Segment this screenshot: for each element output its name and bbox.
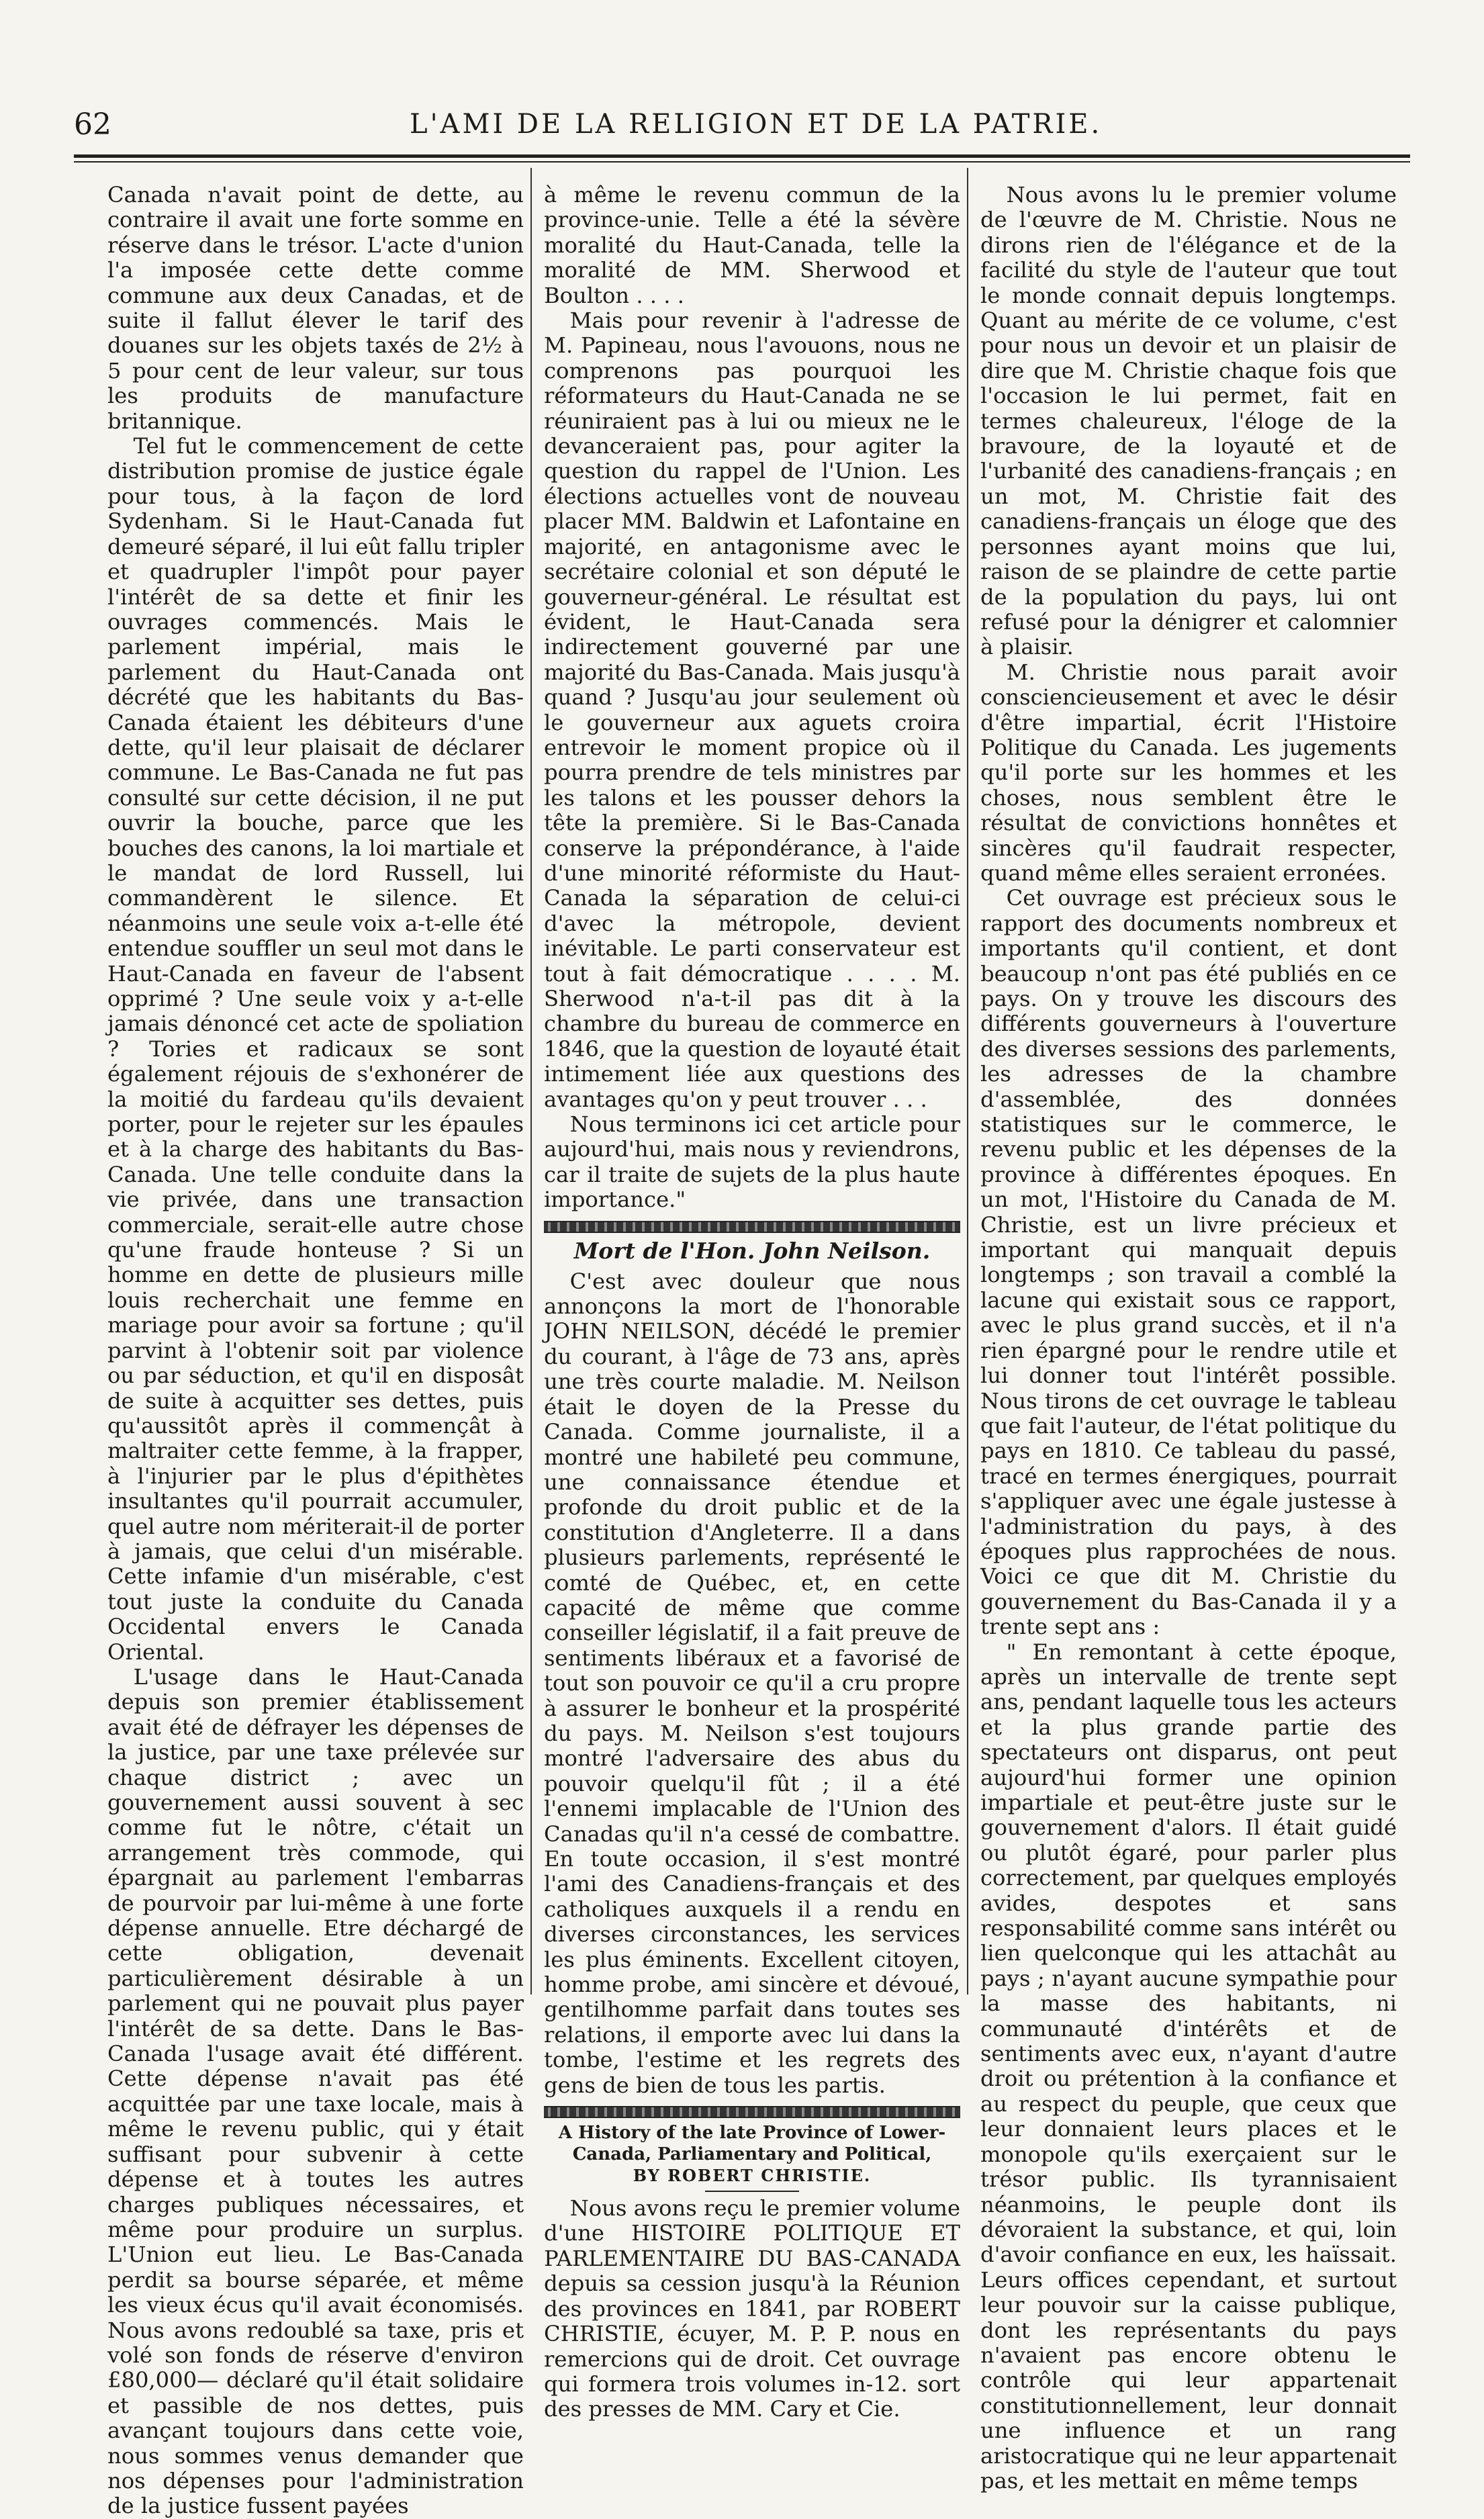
column-2 xyxy=(544,182,960,2422)
book-author: BY ROBERT CHRISTIE. xyxy=(633,2166,872,2186)
page-header xyxy=(74,107,1410,148)
column-3 xyxy=(980,182,1397,2493)
column-divider xyxy=(967,168,968,1995)
ornamental-divider xyxy=(544,1221,960,1233)
paragraph: Nous avons lu le premier volume de l'œuvre de M. Christie. Nous ne dirons rien de l'élégance et de la facilité du style de l'auteur que tout le monde connait depuis longtemps. Quant au mérite de ce volume, c'est pour nous un devoir et un plaisir de dire que M. Christie chaque fois que l'occasion le lui permet, fait en termes chaleureux, l'éloge de la bravoure, de la loyauté et de l'urbanité des canadiens-français ; en un mot, M. Christie fait des canadiens-français un éloge que des personnes ayant moins que lui, raison de se plaindre de cette partie de la population du pays, lui ont refusé pour la dénigrer et calomnier à plaisir. xyxy=(980,182,1397,660)
paragraph: M. Christie nous parait avoir consciencieusement et avec le désir d'être impartial, écrit l'Histoire Politique du Canada. Les jugements qu'il porte sur les hommes et les choses, nous semblent être le résultat de convictions honnêtes et sincères qu'il faudrait respecter, quand même elles seraient erronées. xyxy=(980,659,1397,886)
paragraph: à même le revenu commun de la province-unie. Telle a été la sévère moralité du Haut-Canada, telle la moralité de MM. Sherwood et Boulton . . . . xyxy=(544,182,960,308)
book-review-heading: A History of the late Province of Lower-Canada, Parliamentary and Political, xyxy=(558,2123,946,2165)
paragraph: " En remontant à cette époque, après un intervalle de trente sept ans, pendant laquelle tous les acteurs et la plus grande partie des spectateurs ont disparus, ont peut aujourd'hui former une opinion impartiale et peut-être juste sur le gouvernement d'alors. Il était guidé ou plutôt égaré, pour parler plus correctement, par quelques employés avides, despotes et sans responsabilité comme sans intérêt ou lien quelconque qui les attachât au pays ; n'ayant aucune sympathie pour la masse des habitants, ni communauté d'intérêts et de sentiments avec eux, n'ayant d'autre droit ou prétention à la confiance et au respect du peuple, que ceux que leur donnaient leurs places et le monopole qu'ils exerçaient sur le trésor public. Ils tyrannisaient néanmoins, le peuple dont ils dévoraient la substance, et qui, loin d'avoir confiance en eux, les haïssait. Leurs offices cependant, et surtout leur pouvoir sur la caisse publique, dont les représentants du pays n'avaient pas encore obtenu le contrôle qui leur appartenait constitutionnellement, leur donnait une influence et un rang aristocratique qui ne leur appartenait pas, et les mettait en même temps xyxy=(980,1639,1397,2493)
page-number: 62 xyxy=(74,107,111,142)
paragraph: Canada n'avait point de dette, au contraire il avait une forte somme en réserve dans le trésor. L'acte d'union l'a imposée cette dette comme commune aux deux Canadas, et de suite il fallut élever le tarif des douanes sur les objets taxés de 2½ à 5 pour cent de leur valeur, sur tous les produits de manufacture britannique. xyxy=(107,182,524,434)
running-title: L'AMI DE LA RELIGION ET DE LA PATRIE. xyxy=(410,109,1103,140)
column-1 xyxy=(107,182,524,2519)
header-rule-thin xyxy=(74,161,1410,163)
paragraph: Tel fut le commencement de cette distribution promise de justice égale pour tous, à la façon de lord Sydenham. Si le Haut-Canada fut demeuré séparé, il lui eût fallu tripler et quadrupler l'impôt pour payer l'intérêt de sa dette et finir les ouvrages commencés. Mais le parlement impérial, mais le parlement du Haut-Canada ont décrété que les habitants du Bas-Canada étaient les débiteurs d'une dette, qu'il leur plaisait de déclarer commune. Le Bas-Canada ne fut pas consulté sur cette décision, il ne put ouvrir la bouche, parce que les bouches des canons, la loi martiale et le mandat de lord Russell, lui commandèrent le silence. Et néanmoins une seule voix a-t-elle été entendue souffler un seul mot dans le Haut-Canada en faveur de l'absent opprimé ? Une seule voix y a-t-elle jamais dénoncé cet acte de spoliation ? Tories et radicaux se sont également réjouis de s'exhonérer de la moitié du fardeau qu'ils devaient porter, pour le rejeter sur les épaules et à la charge des habitants du Bas-Canada. Une telle conduite dans la vie privée, dans une transaction commerciale, serait-elle autre chose qu'une fraude honteuse ? Si un homme en dette de plusieurs mille louis recherchait une femme en mariage pour avoir sa fortune ; qu'il parvint à l'obtenir soit par violence ou par séduction, et qu'il en disposât de suite à acquitter ses dettes, puis qu'aussitôt après il commençât à maltraiter cette femme, à la frapper, à l'injurier par le plus d'épithètes insultantes qu'il pourrait accumuler, quel autre nom mériterait-il de porter à jamais, que celui d'un misérable. Cette infamie d'un misérable, c'est tout juste la conduite du Canada Occidental envers le Canada Oriental. xyxy=(107,433,524,1665)
paragraph: Cet ouvrage est précieux sous le rapport des documents nombreux et importants qu'il contient, et dont beaucoup n'ont pas été publiés en ce pays. On y trouve les discours des différents gouverneurs à l'ouverture des diverses sessions des parlements, les adresses de la chambre d'assemblée, des données statistiques sur le commerce, le revenu public et les dépenses de la province à différentes époques. En un mot, l'Histoire du Canada de M. Christie, est un livre précieux et important qui manquait depuis longtemps ; son travail a comblé la lacune qui existait sous ce rapport, avec le plus grand succès, et il n'a rien épargné pour le rendre utile et lui donner tout l'intérêt possible. Nous tirons de cet ouvrage le tableau que fait l'auteur, de l'état politique du pays en 1810. Ce tableau du passé, tracé en termes énergiques, pourrait s'appliquer avec une égale justesse à l'administration du pays, à des époques plus rapprochées de nous. Voici ce que dit M. Christie du gouvernement du Bas-Canada il y a trente sept ans : xyxy=(980,885,1397,1640)
obituary-heading: Mort de l'Hon. John Neilson. xyxy=(573,1237,931,1264)
paragraph: Nous terminons ici cet article pour aujourd'hui, mais nous y reviendrons, car il traite de sujets de la plus haute importance." xyxy=(544,1111,960,1213)
column-divider xyxy=(530,168,532,1995)
header-rule xyxy=(74,154,1410,158)
paragraph: L'usage dans le Haut-Canada depuis son premier établissement avait été de défrayer les dépenses de la justice, par une taxe prélevée sur chaque district ; avec un gouvernement aussi souvent à sec comme fut le nôtre, c'était un arrangement très commode, qui épargnait au parlement l'embarras de pourvoir par lui-même à une forte dépense annuelle. Etre déchargé de cette obligation, devenait particulièrement désirable à un parlement qui ne pouvait plus payer l'intérêt de sa dette. Dans le Bas-Canada l'usage avait été différent. Cette dépense n'avait pas été acquittée par une taxe locale, mais à même le revenu public, qui y était suffisant pour subvenir à cette dépense et à toutes les autres charges publiques nécessaires, et même pour produire un surplus. L'Union eut lieu. Le Bas-Canada perdit sa bourse séparée, et même les vieux écus qu'il avait économisés. Nous avons redoublé sa taxe, pris et volé son fonds de réserve d'environ £80,000— déclaré qu'il était solidaire et passible de nos dettes, puis avançant toujours dans cette voie, nous sommes venus demander que nos dépenses pour l'administration de la justice fussent payées xyxy=(107,1663,524,2519)
short-rule xyxy=(705,2191,799,2192)
paragraph: C'est avec douleur que nous annonçons la mort de l'honorable JOHN NEILSON, décédé le premier du courant, à l'âge de 73 ans, après une très courte maladie. M. Neilson était le doyen de la Presse du Canada. Comme journaliste, il a montré une habileté peu commune, une connaissance étendue et profonde du droit public et de la constitution d'Angleterre. Il a dans plusieurs parlements, représenté le comté de Québec, et, en cette capacité de même que comme conseiller législatif, il a fait preuve de sentiments libéraux et a favorisé de tout son pouvoir ce qu'il a cru propre à assurer le bonheur et la prospérité du pays. M. Neilson s'est toujours montré l'adversaire des abus du pouvoir quelqu'il fût ; il a été l'ennemi implacable de l'Union des Canadas qu'il n'a cessé de combattre. En toute occasion, il s'est montré l'ami des Canadiens-français et des catholiques auxquels il a rendu en diverses circonstances, les services les plus éminents. Excellent citoyen, homme probe, ami sincère et dévoué, gentilhomme parfait dans toutes ses relations, il emporte avec lui dans la tombe, l'estime et les regrets des gens de bien de tous les partis. xyxy=(544,1268,960,2098)
paragraph: Mais pour revenir à l'adresse de M. Papineau, nous l'avouons, nous ne comprenons pas pourquoi les réformateurs du Haut-Canada ne se réuniraient pas à lui ou mieux ne le devanceraient pas, pour agiter la question du rappel de l'Union. Les élections actuelles vont de nouveau placer MM. Baldwin et Lafontaine en majorité, en antagonisme avec le secrétaire colonial et son député le gouverneur-général. Le résultat est évident, le Haut-Canada sera indirectement gouverné par une majorité du Bas-Canada. Mais jusqu'à quand ? Jusqu'au jour seulement où le gouverneur aux aguets croira entrevoir le moment propice où il pourra prendre de tels ministres par les talons et les pousser dehors la tête la première. Si le Bas-Canada conserve la prépondérance, à l'aide d'une minorité réformiste du Haut-Canada la séparation de celui-ci d'avec la métropole, devient inévitable. Le parti conservateur est tout à fait démocratique . . . . M. Sherwood n'a-t-il pas dit à la chambre du bureau de commerce en 1846, que la question de loyauté était intimement liée aux questions des avantages qu'on y peut trouver . . . xyxy=(544,308,960,1112)
ornamental-divider xyxy=(544,2106,960,2118)
paragraph: Nous avons reçu le premier volume d'une HISTOIRE POLITIQUE ET PARLEMENTAIRE DU BAS-CANADA depuis sa cession jusqu'à la Réunion des provinces en 1841, par ROBERT CHRISTIE, écuyer, M. P. P. nous en remercions qui de droit. Cet ouvrage qui formera trois volumes in-12. sort des presses de MM. Cary et Cie. xyxy=(544,2195,960,2422)
